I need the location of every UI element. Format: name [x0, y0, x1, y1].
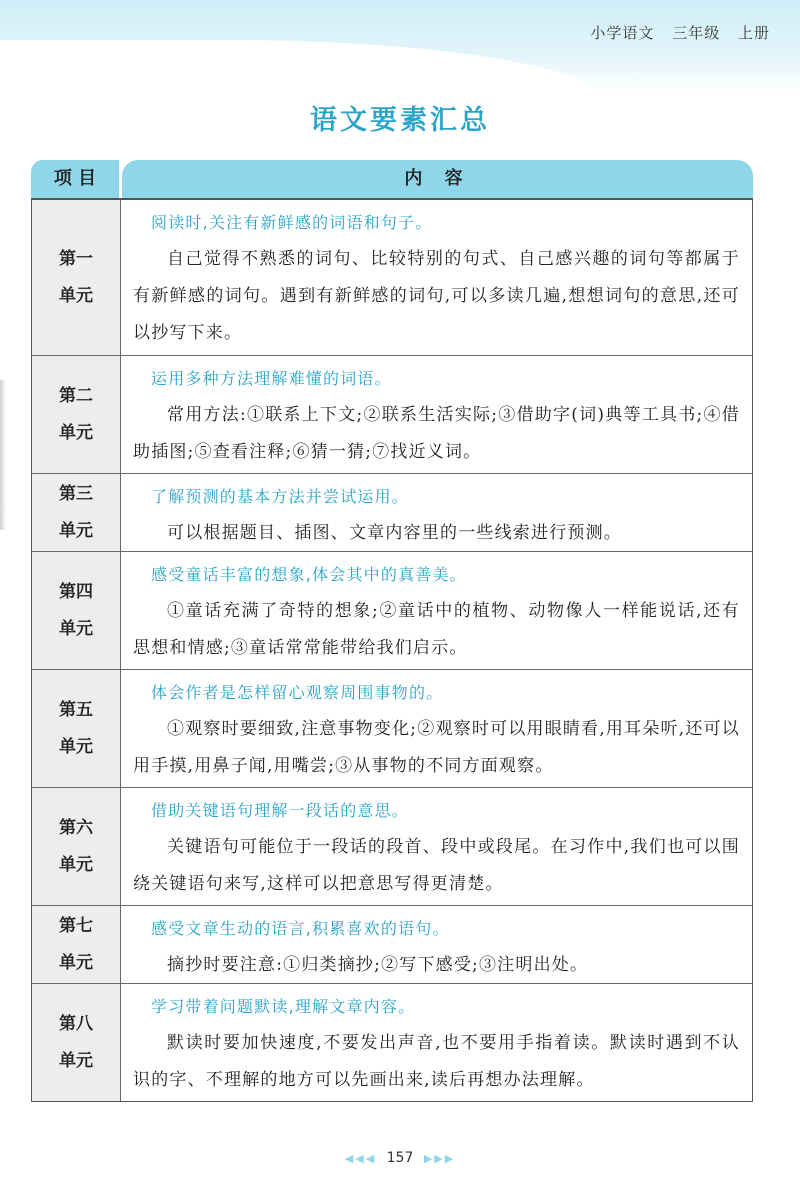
detail-text: ①观察时要细致,注意事物变化;②观察时可以用眼睛看,用耳朵听,还可以用手摸,用鼻子闻,用嘴尝;③从事物的不同方面观察。 — [133, 719, 740, 776]
unit-cell — [32, 552, 121, 669]
key-point: 阅读时,关注有新鲜感的词语和句子。 — [151, 213, 433, 232]
band-wave — [0, 40, 600, 100]
detail-text: 常用方法:①联系上下文;②联系生活实际;③借助字(词)典等工具书;④借助插图;⑤查看注释;⑥猜一猜;⑦找近义词。 — [133, 405, 740, 462]
content-cell — [121, 200, 752, 355]
unit-cell — [32, 984, 121, 1101]
table-row — [32, 983, 752, 1101]
unit-label-line2: 单元 — [58, 520, 93, 541]
content-cell — [121, 788, 752, 905]
key-point: 学习带着问题默读,理解文章内容。 — [151, 997, 416, 1016]
header-grade: 三年级 — [672, 24, 721, 42]
unit-label-line2: 单元 — [58, 952, 93, 973]
top-decorative-band — [0, 0, 800, 92]
table-row — [32, 787, 752, 905]
column-header-item: 项 目 — [31, 160, 119, 198]
unit-label-line1: 第二 — [58, 385, 93, 406]
content-cell — [121, 356, 752, 473]
table-row — [32, 200, 752, 355]
unit-cell — [32, 474, 121, 551]
unit-label-line2: 单元 — [58, 1050, 93, 1071]
unit-label-line1: 第六 — [58, 817, 93, 838]
unit-label-line1: 第五 — [58, 699, 93, 720]
table-header — [31, 160, 753, 198]
unit-label-line1: 第三 — [58, 483, 93, 504]
footer-arrows-right: ▶▶▶ — [423, 1152, 456, 1165]
table-body — [31, 198, 753, 1102]
key-point: 感受文章生动的语言,积累喜欢的语句。 — [151, 919, 450, 938]
detail-text: 默读时要加快速度,不要发出声音,也不要用手指着读。默读时遇到不认识的字、不理解的地方可以先画出来,读后再想办法理解。 — [133, 1033, 740, 1090]
summary-table — [31, 160, 753, 1102]
unit-label-line1: 第一 — [58, 248, 93, 269]
content-cell — [121, 474, 752, 551]
detail-text: ①童话充满了奇特的想象;②童话中的植物、动物像人一样能说话,还有思想和情感;③童话常常能带给我们启示。 — [133, 601, 740, 658]
table-row — [32, 551, 752, 669]
detail-text: 可以根据题目、插图、文章内容里的一些线索进行预测。 — [167, 523, 622, 543]
footer-arrows-left: ◀◀◀ — [344, 1152, 377, 1165]
detail-text: 摘抄时要注意:①归类摘抄;②写下感受;③注明出处。 — [167, 955, 589, 975]
page-title: 语文要素汇总 — [310, 105, 490, 136]
header-volume: 上册 — [737, 24, 770, 42]
key-point: 感受童话丰富的想象,体会其中的真善美。 — [151, 565, 467, 584]
running-header — [578, 22, 770, 43]
key-point: 体会作者是怎样留心观察周围事物的。 — [151, 683, 444, 702]
page-footer — [0, 1150, 800, 1166]
content-cell — [121, 670, 752, 787]
unit-cell — [32, 906, 121, 983]
detail-text: 自己觉得不熟悉的词句、比较特别的句式、自己感兴趣的词句等都属于有新鲜感的词句。遇到有新鲜感的词句,可以多读几遍,想想词句的意思,还可以抄写下来。 — [133, 249, 740, 343]
unit-label-line2: 单元 — [58, 736, 93, 757]
key-point: 借助关键语句理解一段话的意思。 — [151, 801, 410, 820]
unit-label-line2: 单元 — [58, 285, 93, 306]
table-row — [32, 473, 752, 551]
page-number: 157 — [386, 1150, 414, 1166]
unit-cell — [32, 670, 121, 787]
key-point: 运用多种方法理解难懂的词语。 — [151, 369, 392, 388]
unit-cell — [32, 200, 121, 355]
unit-cell — [32, 788, 121, 905]
unit-label-line1: 第七 — [58, 915, 93, 936]
unit-cell — [32, 356, 121, 473]
table-row — [32, 669, 752, 787]
table-row — [32, 355, 752, 473]
unit-label-line2: 单元 — [58, 618, 93, 639]
unit-label-line1: 第四 — [58, 581, 93, 602]
unit-label-line2: 单元 — [58, 422, 93, 443]
detail-text: 关键语句可能位于一段话的段首、段中或段尾。在习作中,我们也可以围绕关键语句来写,这样可以把意思写得更清楚。 — [133, 837, 740, 894]
table-row — [32, 905, 752, 983]
content-cell — [121, 984, 752, 1101]
unit-label-line2: 单元 — [58, 854, 93, 875]
content-cell — [121, 552, 752, 669]
unit-label-line1: 第八 — [58, 1013, 93, 1034]
column-header-content: 内 容 — [122, 160, 753, 198]
key-point: 了解预测的基本方法并尝试运用。 — [151, 487, 410, 506]
binding-shadow — [0, 380, 6, 530]
content-cell — [121, 906, 752, 983]
header-subject: 小学语文 — [590, 24, 655, 42]
